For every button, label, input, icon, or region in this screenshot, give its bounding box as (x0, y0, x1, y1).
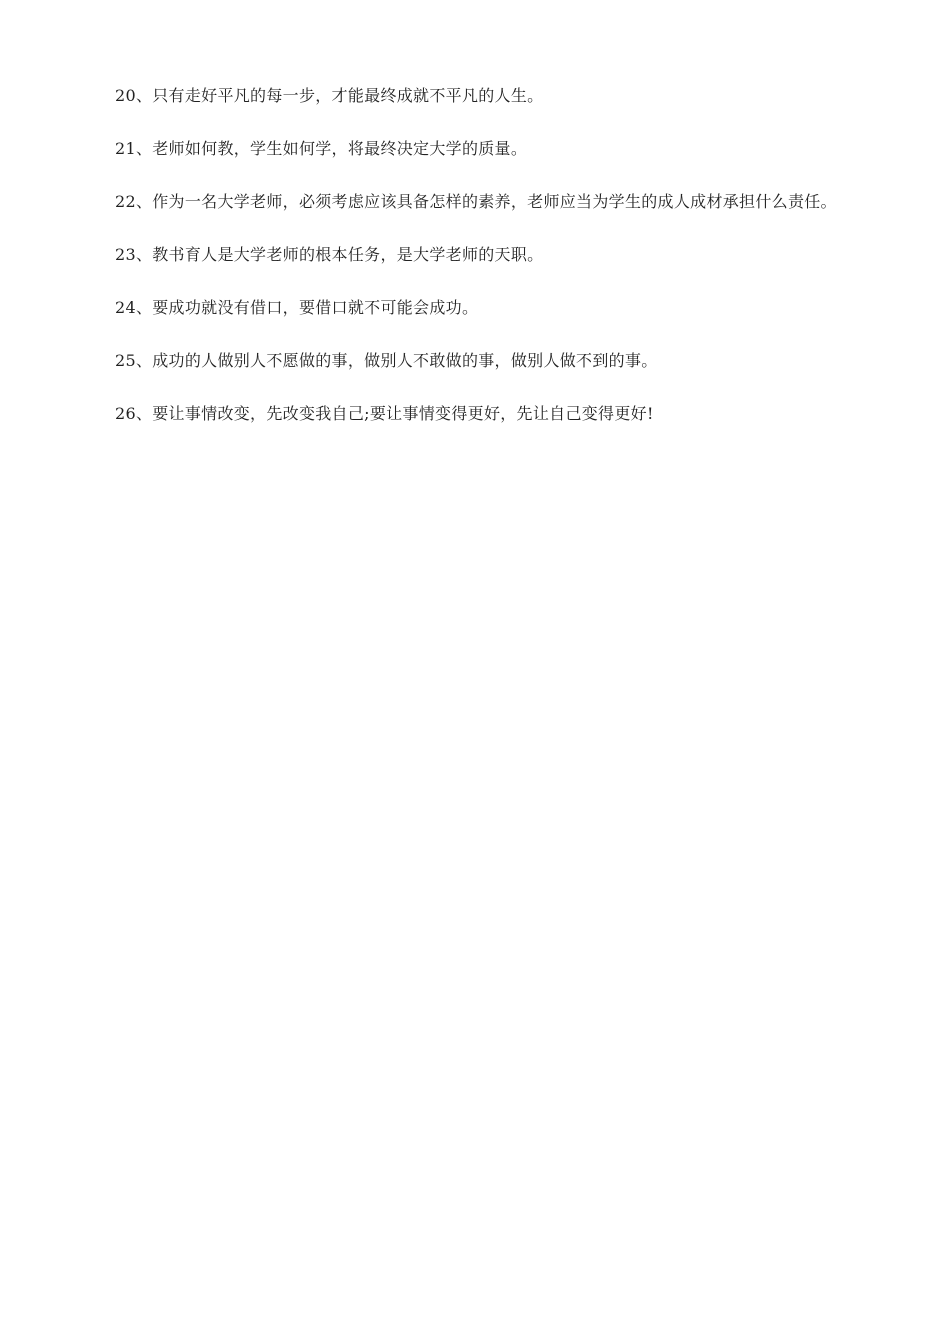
paragraph-26: 26、要让事情改变，先改变我自己;要让事情变得更好，先让自己变得更好! (115, 404, 654, 423)
paragraph-21: 21、老师如何教，学生如何学，将最终决定大学的质量。 (115, 139, 528, 158)
paragraph-24: 24、要成功就没有借口，要借口就不可能会成功。 (115, 298, 479, 317)
paragraph-23: 23、教书育人是大学老师的根本任务，是大学老师的天职。 (115, 245, 544, 264)
document-body (82, 78, 862, 449)
paragraph-22: 22、作为一名大学老师，必须考虑应该具备怎样的素养，老师应当为学生的成人成材承担什么责任。 (115, 192, 837, 211)
paragraph-20: 20、只有走好平凡的每一步，才能最终成就不平凡的人生。 (115, 86, 544, 105)
paragraph-25: 25、成功的人做别人不愿做的事，做别人不敢做的事，做别人做不到的事。 (115, 351, 658, 370)
